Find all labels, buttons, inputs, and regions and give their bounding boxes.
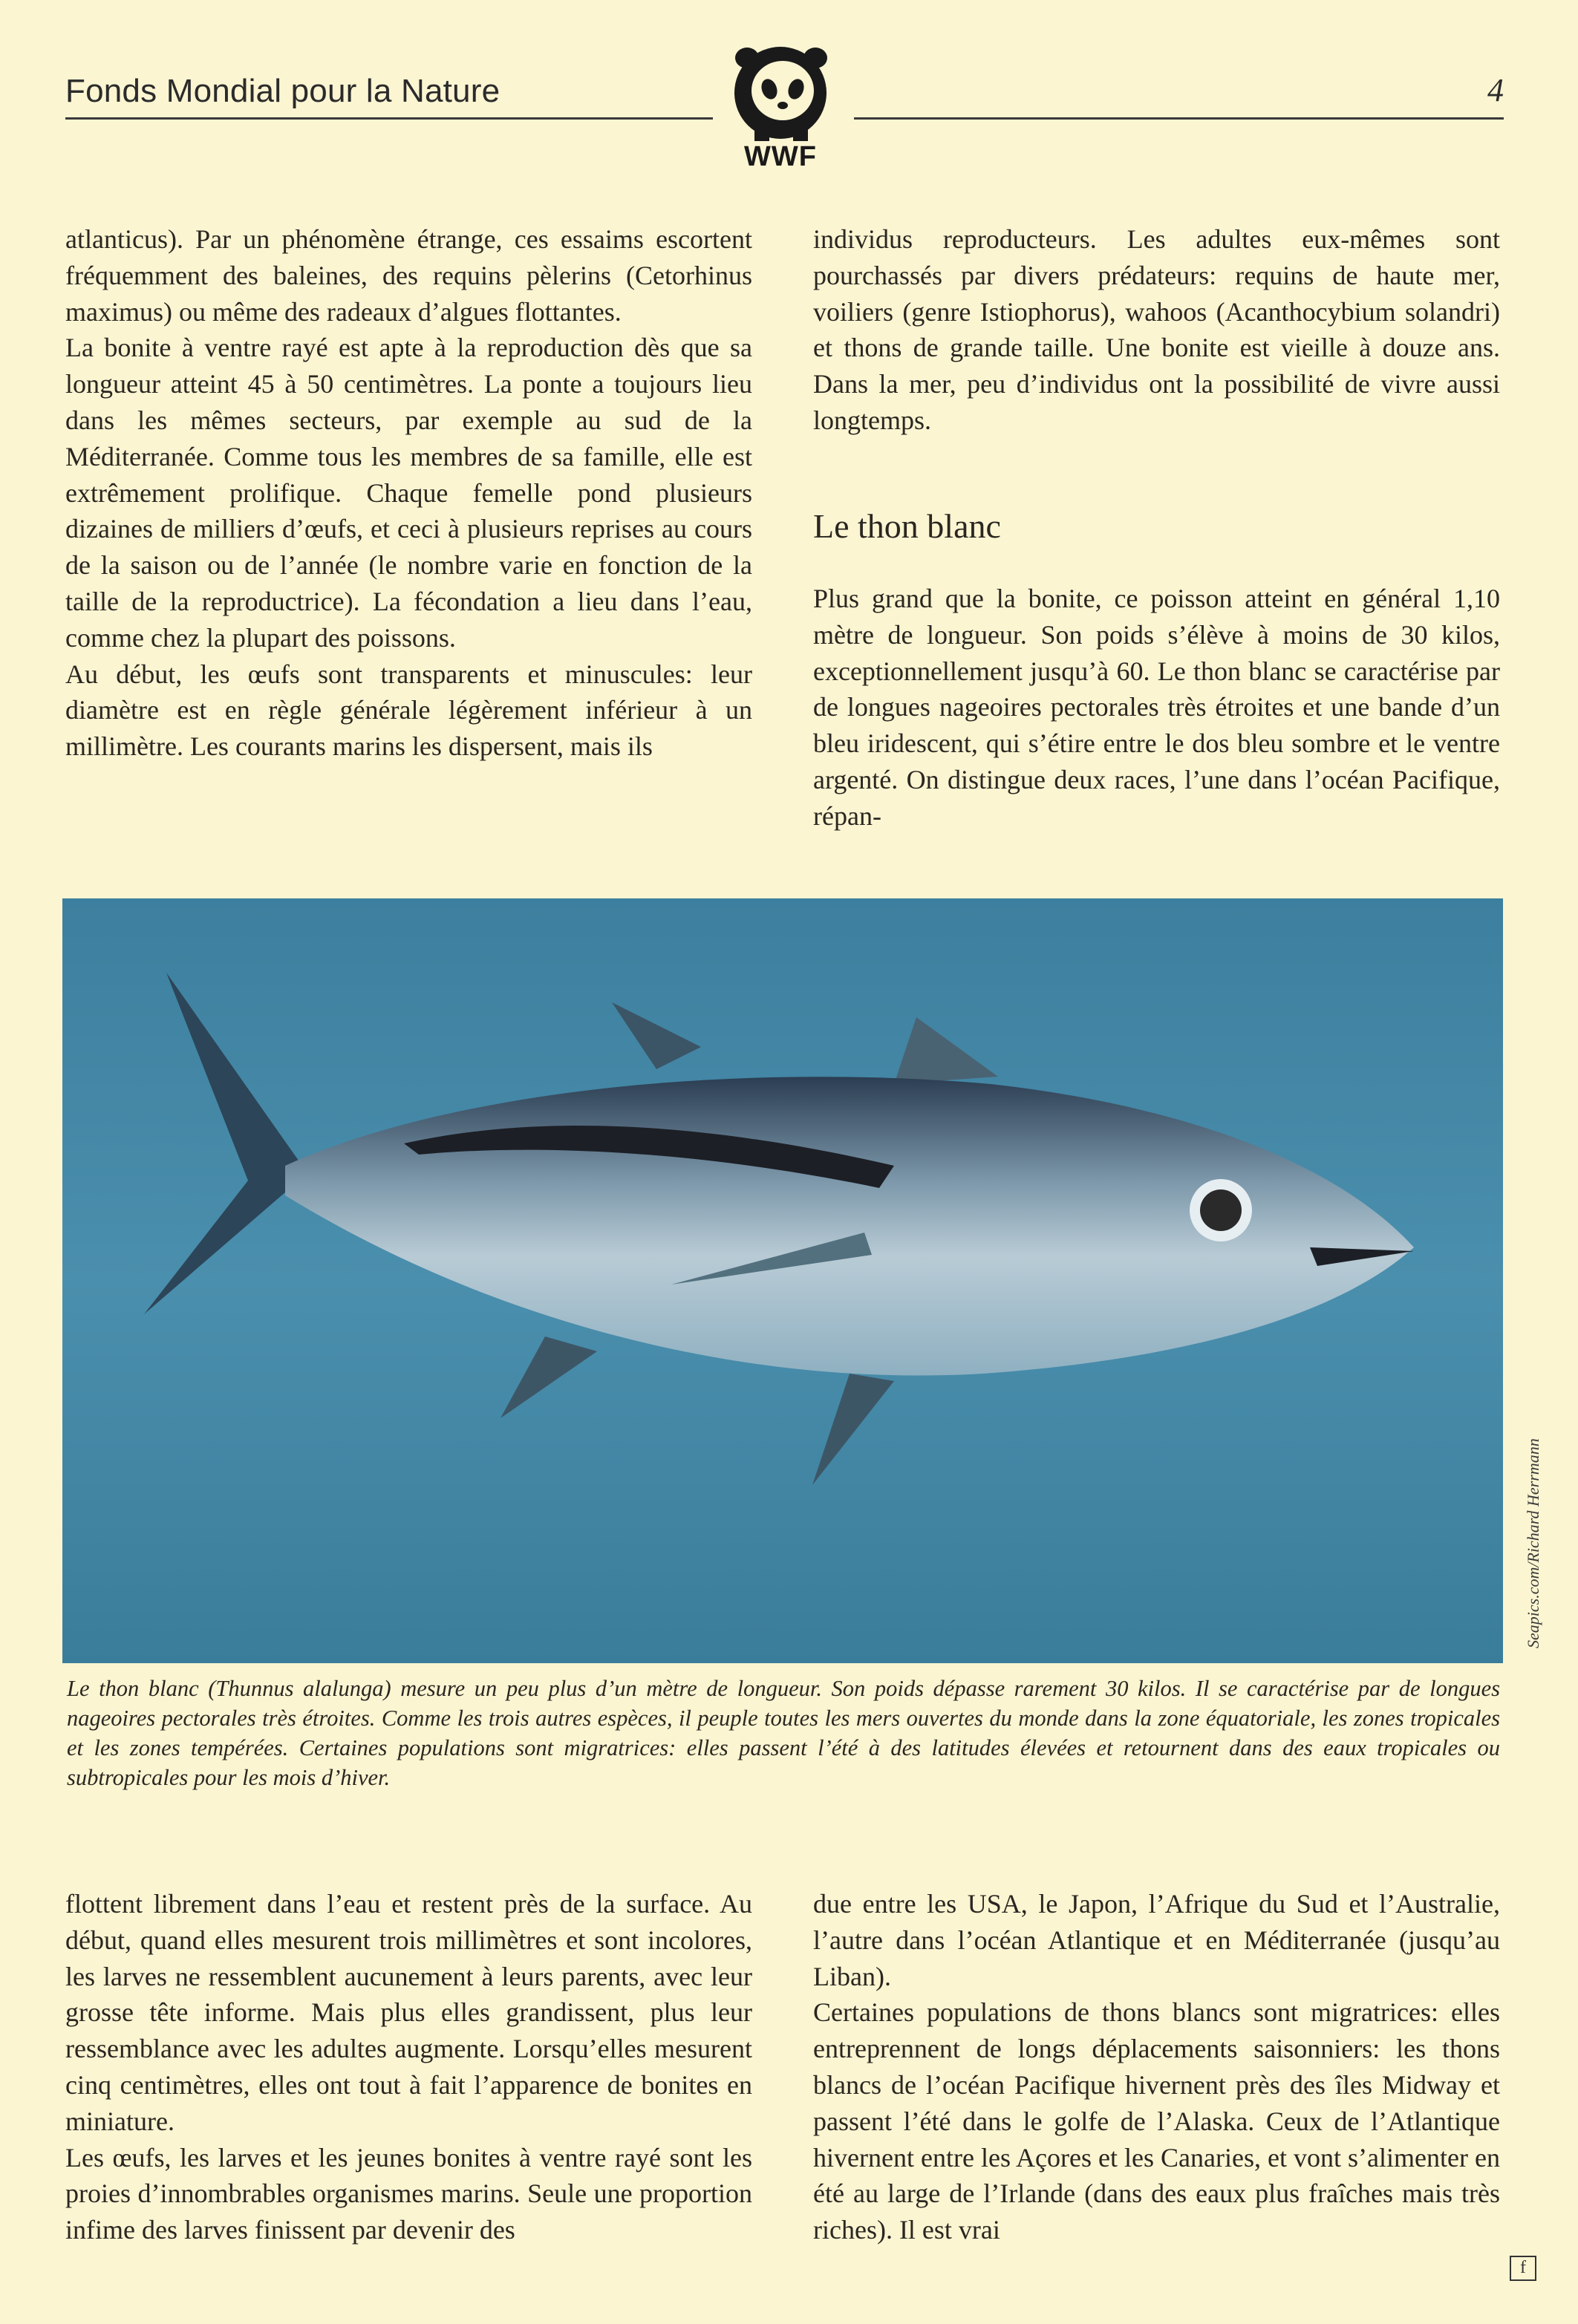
column-3-paragraph: Les œufs, les larves et les jeunes bonites à ventre rayé sont les proies d’innombrables organismes marins. Seule une proportion infime des larves finissent par devenir des bbox=[65, 2142, 752, 2245]
eye-icon bbox=[1200, 1189, 1242, 1231]
albacore-tuna-illustration bbox=[62, 898, 1503, 1663]
column-1-paragraph: atlanticus). Par un phénomène étrange, ces essaims escortent fréquemment des baleines, des requins pèlerins (Cetorhinus maximus) ou même des radeaux d’algues flottantes. bbox=[65, 224, 752, 327]
footer-mark: f bbox=[1510, 2256, 1536, 2281]
header-title: Fonds Mondial pour la Nature bbox=[65, 73, 501, 109]
header-rule-right bbox=[854, 117, 1504, 120]
column-2-body bbox=[813, 581, 1500, 835]
page-number: 4 bbox=[1487, 72, 1504, 108]
header-rule-left bbox=[65, 117, 713, 120]
tuna-photo bbox=[62, 898, 1503, 1663]
column-1 bbox=[65, 221, 752, 765]
column-2-paragraph: individus reproducteurs. Les adultes eux-mêmes sont pourchassés par divers prédateurs: requins de haute mer, voiliers (genre Istiophorus), wahoos (Acanthocybium solandri) et thons de grande taille. Une bonite est vieille à douze ans. Dans la mer, peu d’individus ont la possibilité de vivre aussi longtemps. bbox=[813, 224, 1500, 435]
column-1-paragraph: Au début, les œufs sont transparents et minuscules: leur diamètre est en règle générale légèrement inférieur à un millimètre. Les courants marins les dispersent, mais ils bbox=[65, 659, 752, 762]
column-1-paragraph: La bonite à ventre rayé est apte à la reproduction dès que sa longueur atteint 45 à 50 centimètres. La ponte a toujours lieu dans les mêmes secteurs, par exemple au sud de la Méditerranée. Comme tous les membres de sa famille, elle est extrêmement prolifique. Chaque femelle pond plusieurs dizaines de milliers d’œufs, et ceci à plusieurs reprises au cours de la saison ou de l’année (le nombre varie en fonction de la taille de la reproductrice). La fécondation a lieu dans l’eau, comme chez la plupart des poissons. bbox=[65, 333, 752, 653]
column-4-paragraph: due entre les USA, le Japon, l’Afrique du Sud et l’Australie, l’autre dans l’océan Atlantique et en Méditerranée (jusqu’au Liban). bbox=[813, 1889, 1500, 1991]
wwf-logo-text: WWF bbox=[744, 141, 817, 172]
column-4 bbox=[813, 1886, 1500, 2248]
section-heading: Le thon blanc bbox=[813, 507, 1001, 545]
column-2-intro bbox=[813, 221, 1500, 439]
column-4-paragraph: Certaines populations de thons blancs sont migratrices: elles entreprennent de longs déplacements saisonniers: les thons blancs de l’océan Pacifique hivernent près des îles Midway et passent l’été dans le golfe de l’Alaska. Ceux de l’Atlantique hivernent entre les Açores et les Canaries, et vont s’alimenter en été au large de l’Irlande (dans des eaux plus fraîches mais très riches). Il est vrai bbox=[813, 1997, 1500, 2245]
photo-credit: Seapics.com/Richard Herrmann bbox=[1524, 1438, 1542, 1648]
column-3 bbox=[65, 1886, 752, 2248]
column-2-paragraph: Plus grand que la bonite, ce poisson atteint en général 1,10 mètre de longueur. Son poids s’élève à moins de 30 kilos, exceptionnellement jusqu’à 60. Le thon blanc se caractérise par de longues nageoires pectorales très étroites et une bande d’un bleu iridescent, qui s’étire entre le dos bleu sombre et le ventre argenté. On distingue deux races, l’une dans l’océan Pacifique, répan- bbox=[813, 584, 1500, 831]
column-3-paragraph: flottent librement dans l’eau et restent près de la surface. Au début, quand elles mesurent trois millimètres et sont incolores, les larves ne ressemblent aucunement à leurs parents, avec leur grosse tête informe. Mais plus elles grandissent, plus leur ressemblance avec les adultes augmente. Lorsqu’elles mesurent cinq centimètres, elles ont tout à fait l’apparence de bonites en miniature. bbox=[65, 1889, 752, 2136]
photo-caption: Le thon blanc (Thunnus alalunga) mesure un peu plus d’un mètre de longueur. Son poids dépasse rarement 30 kilos. Il se caractérise par de longues nageoires pectorales très étroites. Comme les trois autres espèces, il peuple toutes les mers ouvertes du monde dans la zone équatoriale, les zones tropicales et les zones tempérées. Certaines populations sont migratrices: elles passent l’été à des latitudes élevées et retournent dans des eaux tropicales ou subtropicales pour les mois d’hiver. bbox=[67, 1676, 1500, 1790]
